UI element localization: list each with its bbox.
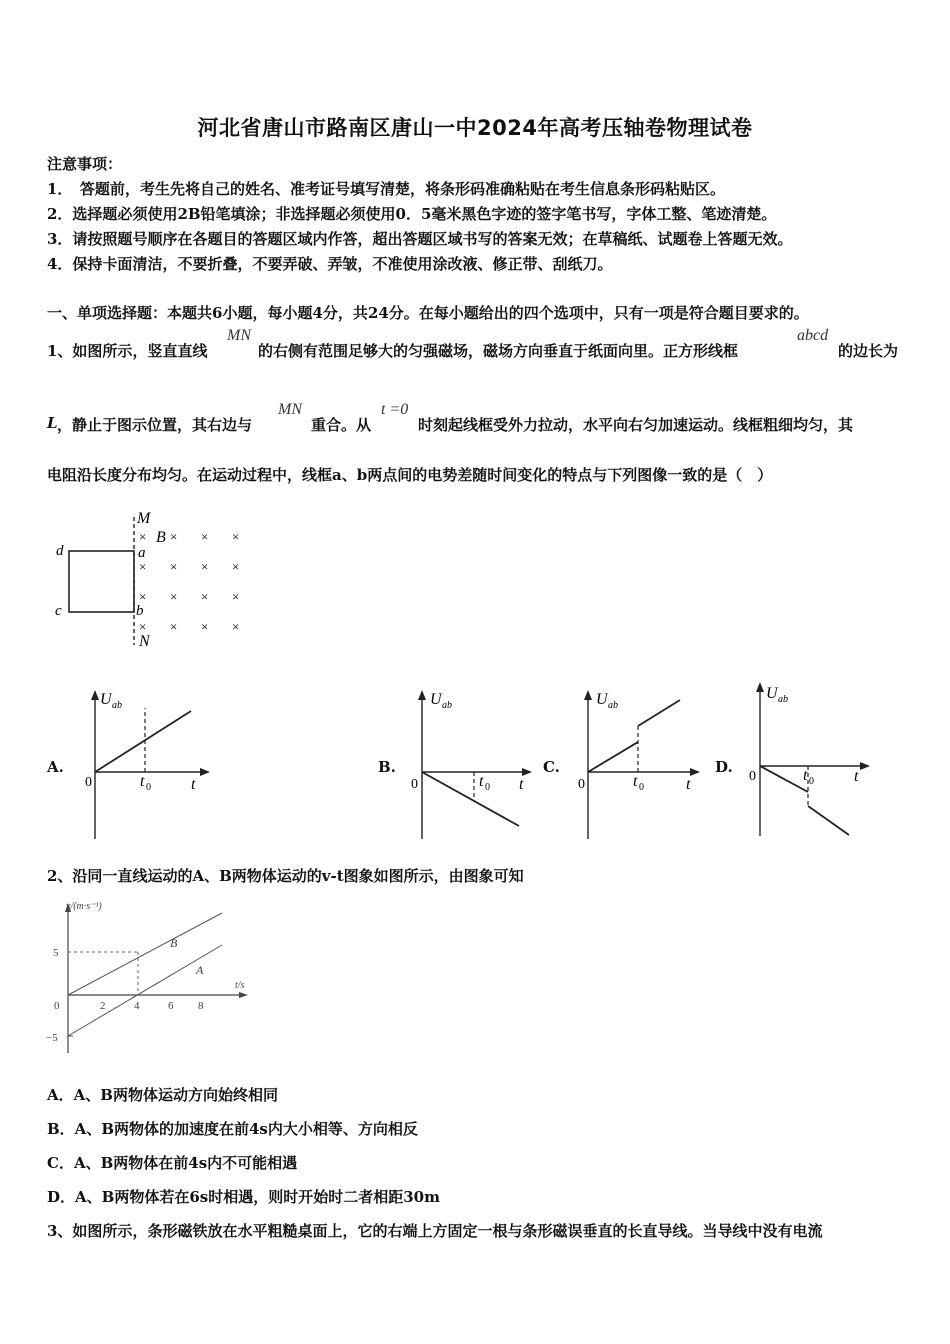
- q1-text-d: ，静止于图示位置，其右边与: [57, 416, 253, 434]
- t0-sub: 0: [146, 782, 151, 793]
- q3-stem: 3、如图所示，条形磁铁放在水平粗糙桌面上，它的右端上方固定一根与条形磁误垂直的长直导线。当导线中没有电流: [47, 1222, 823, 1240]
- t0-sub: 0: [809, 776, 814, 787]
- tick-neg5: −5: [46, 1032, 58, 1044]
- cross: ×: [232, 589, 240, 604]
- cross: ×: [170, 559, 178, 574]
- notice-item-4: 4．保持卡面清洁，不要折叠，不要弄破、弄皱，不准使用涂改液、修正带、刮纸刀。: [47, 255, 613, 273]
- cross: ×: [170, 589, 178, 604]
- origin-label: 0: [85, 775, 92, 790]
- label-b: b: [136, 603, 144, 619]
- axis-label-u-sub: ab: [608, 700, 618, 711]
- t-label: t: [191, 776, 196, 793]
- axis-label-u-sub: ab: [112, 700, 122, 711]
- q1-option-b-graph: [408, 686, 538, 841]
- label-field-b: B: [156, 529, 166, 546]
- q1-frame-figure: [50, 505, 260, 650]
- line-a-label: A: [196, 963, 204, 977]
- label-c: c: [55, 603, 62, 619]
- q1-option-c-graph: [576, 686, 706, 841]
- t-label: t: [519, 776, 524, 793]
- field-crosses: [139, 529, 239, 634]
- origin-label: 0: [749, 769, 756, 784]
- cross: ×: [232, 529, 240, 544]
- cross: ×: [201, 529, 209, 544]
- cross: ×: [170, 529, 178, 544]
- cross: ×: [139, 529, 147, 544]
- axis-label-u: U: [766, 685, 778, 702]
- q1-option-a-graph: [78, 686, 218, 841]
- q1-math-abcd: abcd: [797, 327, 829, 344]
- cross: ×: [139, 559, 147, 574]
- q1-text-c: 的边长为: [838, 342, 899, 360]
- cross: ×: [201, 589, 209, 604]
- tick-2: 2: [100, 1000, 106, 1012]
- label-a: a: [138, 545, 146, 561]
- cross: ×: [139, 589, 147, 604]
- q2-option-c[interactable]: C．A、B两物体在前4s内不可能相遇: [47, 1154, 298, 1172]
- q2-option-d[interactable]: D．A、B两物体若在6s时相遇，则时开始时二者相距30m: [47, 1188, 440, 1206]
- q1-text-a: 1、如图所示，竖直直线: [47, 342, 208, 360]
- axis-label-u-sub: ab: [778, 694, 788, 705]
- square-frame: [69, 551, 134, 612]
- q1-option-d-graph: [748, 678, 878, 838]
- tick-6: 6: [168, 1000, 174, 1012]
- tick-0: 0: [54, 1000, 60, 1012]
- cross: ×: [232, 619, 240, 634]
- label-n: N: [139, 633, 150, 650]
- axis-label-u: U: [100, 691, 112, 708]
- t0-label: t: [479, 773, 484, 790]
- line-b-label: B: [170, 936, 178, 950]
- origin-label: 0: [411, 777, 418, 792]
- tick-5: 5: [53, 947, 59, 959]
- q1-math-mn: MN: [227, 327, 251, 344]
- t-label: t: [854, 768, 859, 785]
- t0-sub: 0: [639, 782, 644, 793]
- q1-text-b: 的右侧有范围足够大的匀强磁场，磁场方向垂直于纸面向里。正方形线框: [258, 342, 739, 360]
- cross: ×: [201, 619, 209, 634]
- axis-label-u-sub: ab: [442, 700, 452, 711]
- t0-label: t: [140, 773, 145, 790]
- axis-label-t: t/s: [235, 980, 245, 991]
- q1-option-b-label[interactable]: B.: [378, 758, 396, 776]
- axis-label-v: v/(m·s⁻¹): [66, 901, 102, 912]
- notice-item-1: 1． 答题前，考生先将自己的姓名、准考证号填写清楚，将条形码准确粘贴在考生信息条形码粘贴区。: [47, 180, 725, 198]
- axis-label-u: U: [430, 691, 442, 708]
- origin-label: 0: [578, 777, 585, 792]
- t0-label: t: [633, 773, 638, 790]
- section-heading: 一、单项选择题：本题共6小题，每小题4分，共24分。在每小题给出的四个选项中，只有一项是符合题目要求的。: [47, 304, 809, 322]
- label-d: d: [56, 543, 64, 559]
- notice-heading: 注意事项：: [47, 155, 123, 173]
- label-m: M: [137, 510, 151, 527]
- q1-text-f: 时刻起线框受外力拉动，水平向右匀加速运动。线框粗细均匀，其: [418, 416, 854, 434]
- q1-text-e: 重合。从: [311, 416, 372, 434]
- cross: ×: [170, 619, 178, 634]
- q2-option-a[interactable]: A．A、B两物体运动方向始终相同: [47, 1086, 278, 1104]
- q1-math-L: L: [47, 414, 58, 432]
- q1-option-d-label[interactable]: D.: [715, 758, 733, 776]
- cross: ×: [232, 559, 240, 574]
- q1-option-a-label[interactable]: A.: [47, 758, 64, 776]
- page-title: 河北省唐山市路南区唐山一中2024年高考压轴卷物理试卷: [197, 116, 753, 140]
- axis-label-u: U: [596, 691, 608, 708]
- tick-4: 4: [134, 1000, 140, 1012]
- q1-math-t0: t =0: [381, 401, 409, 418]
- q1-text-g: 电阻沿长度分布均匀。在运动过程中，线框a、b两点间的电势差随时间变化的特点与下列图像一致的是（ ）: [47, 466, 773, 484]
- cross: ×: [201, 559, 209, 574]
- t0-label: t: [803, 767, 808, 784]
- t0-sub: 0: [485, 782, 490, 793]
- notice-item-3: 3．请按照题号顺序在各题目的答题区域内作答，超出答题区域书写的答案无效；在草稿纸、试题卷上答题无效。: [47, 230, 793, 248]
- q2-stem: 2、沿同一直线运动的A、B两物体运动的v-t图象如图所示，由图象可知: [47, 867, 524, 885]
- q1-option-c-label[interactable]: C.: [543, 758, 560, 776]
- q2-vt-graph: [44, 895, 259, 1055]
- t-label: t: [686, 776, 691, 793]
- notice-item-2: 2．选择题必须使用2B铅笔填涂；非选择题必须使用0．5毫米黑色字迹的签字笔书写，字体工整、笔迹清楚。: [47, 205, 777, 223]
- q2-option-b[interactable]: B．A、B两物体的加速度在前4s内大小相等、方向相反: [47, 1120, 418, 1138]
- tick-8: 8: [198, 1000, 204, 1012]
- q1-math-mn2: MN: [278, 401, 302, 418]
- cross: ×: [139, 619, 147, 634]
